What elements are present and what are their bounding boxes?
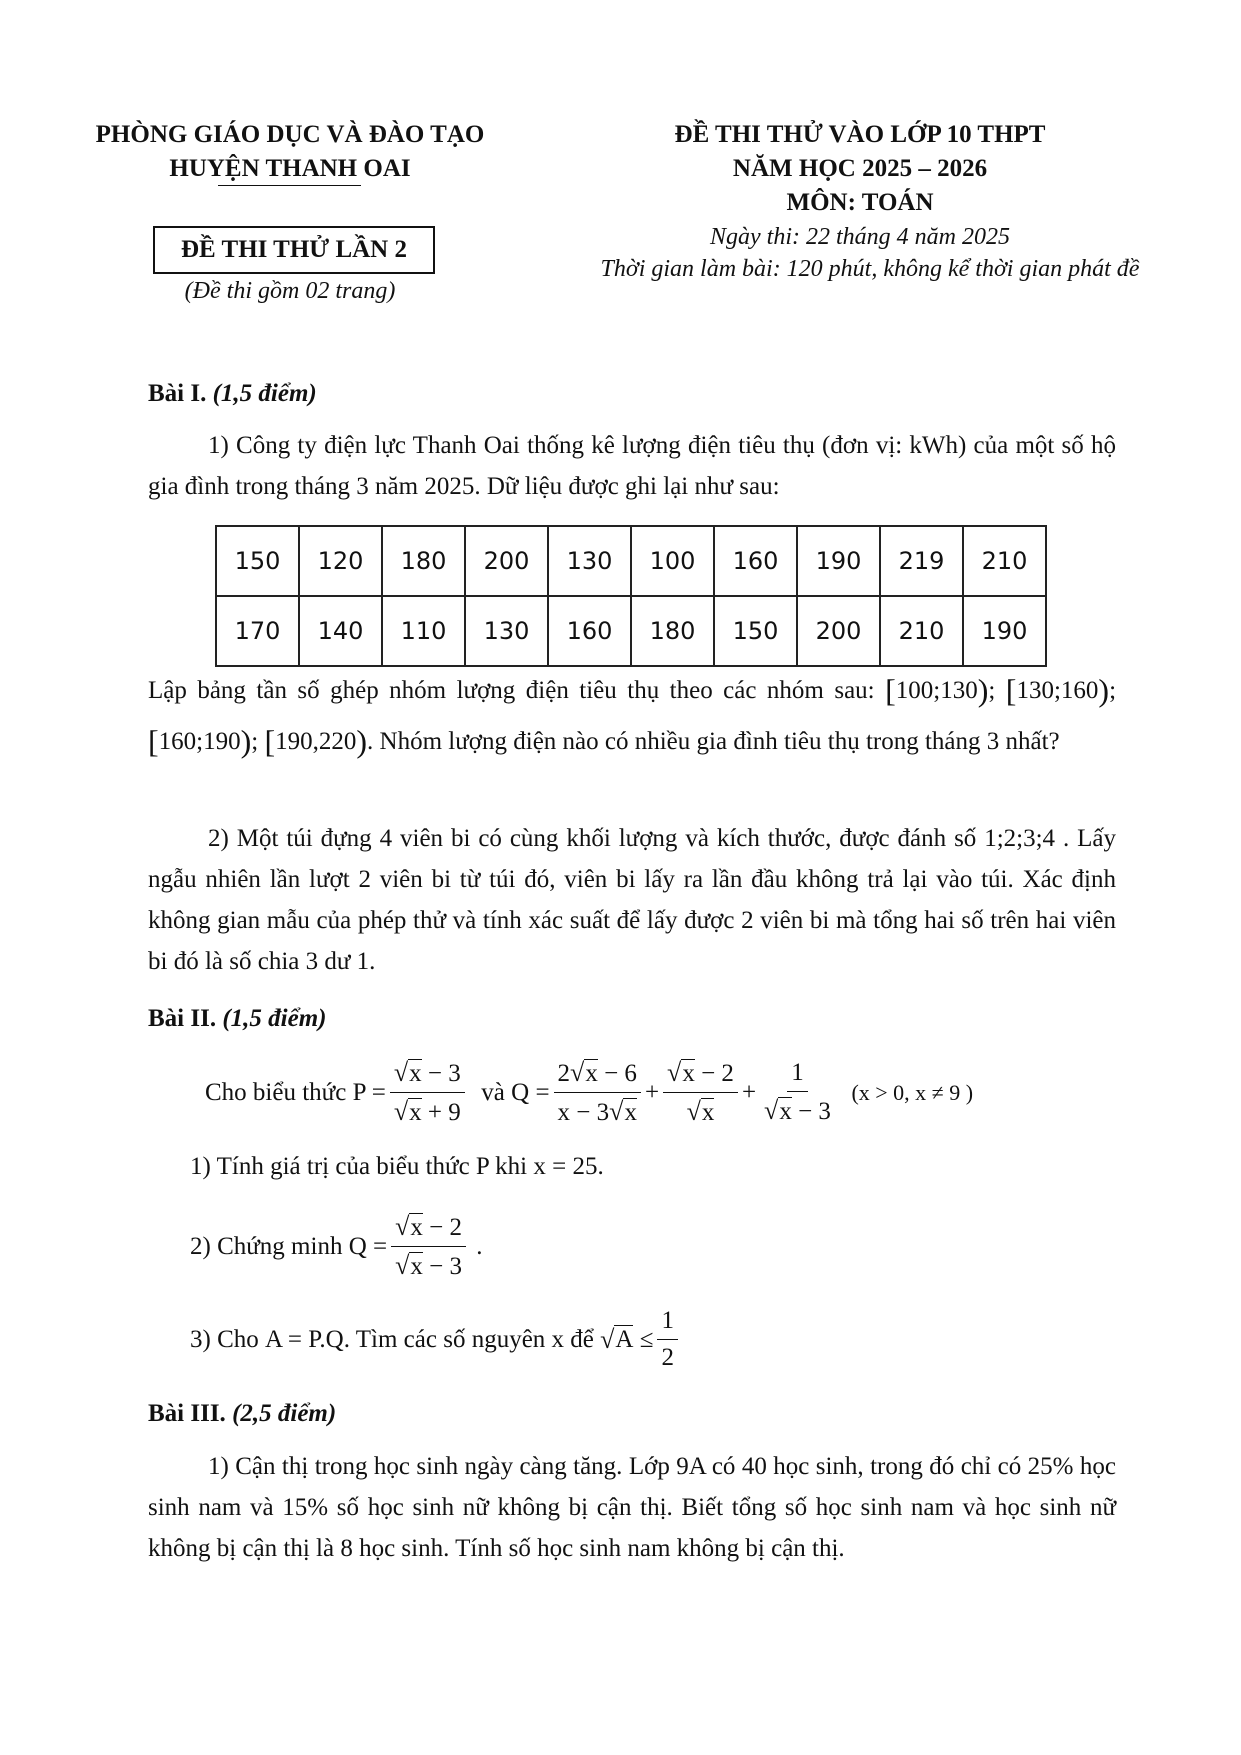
- table-cell: 100: [631, 526, 714, 596]
- interval-4-text: 190,220: [275, 728, 357, 755]
- section-2-question-2: 2) Chứng minh Q = $\frac{√x - 2}{√x - 3}$ .: [190, 1212, 483, 1280]
- department-name: PHÒNG GIÁO DỤC VÀ ĐÀO TẠO: [95, 121, 485, 148]
- section-1-task: Lập bảng tần số ghép nhóm lượng điện tiêu thụ theo các nhóm sau: [100;130); [130;160); [160;190); [190,220). Nhóm lượng điện nào có nhiều gia đình tiêu thụ trong tháng 3 nhất?: [148, 672, 1117, 759]
- q-simplified-fraction: $\frac{√x - 2}{√x - 3}$: [391, 1212, 466, 1281]
- and-word: và: [481, 1078, 505, 1106]
- section-3-points: (2,5 điểm): [232, 1400, 337, 1427]
- task-text-a: Lập bảng tần số ghép nhóm lượng điện tiêu thụ theo các nhóm sau:: [148, 677, 875, 704]
- exam-duration: Thời gian làm bài: 120 phút, không kể thời gian phát đề: [600, 256, 1140, 282]
- subject: MÔN: TOÁN: [786, 189, 934, 216]
- district-name: [70, 152, 510, 186]
- section-1-question-2: 2) Một túi đựng 4 viên bi có cùng khối lượng và kích thước, được đánh số 1;2;3;4 . Lấy ngẫu nhiên lần lượt 2 viên bi từ túi đó, viên bi lấy ra lần đầu không trả lại vào túi. Xác định không gian mẫu của phép thử và tính xác suất để lấy được 2 viên bi mà tổng hai số trên hai viên bi đó là số chia 3 dư 1.: [148, 825, 1116, 975]
- table-cell: 180: [631, 596, 714, 666]
- table-cell: 210: [880, 596, 963, 666]
- table-cell: 200: [465, 526, 548, 596]
- exam-attempt-box: [153, 226, 435, 274]
- table-row: [216, 596, 1046, 666]
- school-year: NĂM HỌC 2025 – 2026: [732, 155, 988, 182]
- exam-name: ĐỀ THI THỬ VÀO LỚP 10 THPT: [674, 121, 1046, 148]
- intro-text: Cho biểu thức: [205, 1078, 347, 1106]
- table-cell: 150: [714, 596, 797, 666]
- interval-2: [130;160): [1005, 672, 1110, 708]
- section-3-question-1: 1) Cận thị trong học sinh ngày càng tăng. Lớp 9A có 40 học sinh, trong đó chỉ có 25% học sinh nam và 15% số học sinh nữ không bị cận thị. Biết tổng số học sinh nam và học sinh nữ không bị cận thị là 8 học sinh. Tính số học sinh nam không bị cận thị.: [148, 1453, 1116, 1562]
- section-1-heading: [148, 380, 317, 408]
- section-2-title: Bài II.: [148, 1005, 217, 1032]
- q-fraction-2: $\frac{√x - 2}{√x}$: [663, 1058, 738, 1127]
- section-3-heading: [148, 1400, 336, 1428]
- pages-note: (Đề thi gồm 02 trang): [184, 278, 396, 304]
- table-cell: 160: [548, 596, 631, 666]
- district-underline: [218, 185, 361, 186]
- table-cell: 120: [299, 526, 382, 596]
- table-cell: 130: [465, 596, 548, 666]
- section-1-question-1: 1) Công ty điện lực Thanh Oai thống kê lượng điện tiêu thụ (đơn vị: kWh) của một số hộ gia đình trong tháng 3 năm 2025. Dữ liệu được ghi lại như sau:: [148, 432, 1116, 500]
- expression-definitions: Cho biểu thức P = $\frac{√x - 3}{√x + 9}$ và Q = $\frac{2√x - 6}{x - 3√x}$ + $\frac{√x - 2}{√x}$ + $\frac{1}{√x - 3}$ (x > 0, x ≠ 9 ): [205, 1058, 974, 1126]
- table-cell: 200: [797, 596, 880, 666]
- exam-date: Ngày thi: 22 tháng 4 năm 2025: [710, 224, 1010, 250]
- table-cell: 180: [382, 526, 465, 596]
- section-3-title: Bài III.: [148, 1400, 226, 1427]
- section-2-question-3: 3) Cho A = P.Q . Tìm các số nguyên x để √ A ≤ $\frac{1}{2}$: [190, 1307, 682, 1372]
- p-fraction: $\frac{√x - 3}{√x + 9}$: [390, 1058, 465, 1127]
- exam-attempt-title: ĐỀ THI THỬ LẦN 2: [181, 236, 407, 263]
- electricity-data-table: [215, 525, 1047, 667]
- table-cell: 130: [548, 526, 631, 596]
- interval-2-text: 130;160: [1016, 677, 1099, 704]
- table-cell: 150: [216, 526, 299, 596]
- section-2-question-1: 1) Tính giá trị của biểu thức P khi x = 25.: [190, 1153, 604, 1180]
- domain-condition: (x > 0, x ≠ 9 ): [851, 1079, 974, 1105]
- q3-mid: . Tìm các số nguyên x để: [343, 1325, 594, 1353]
- section-2-points: (1,5 điểm): [222, 1005, 327, 1032]
- half-fraction: $\frac{1}{2}$: [657, 1307, 678, 1372]
- q3-prefix: 3) Cho: [190, 1325, 259, 1353]
- section-1-title: Bài I.: [148, 380, 207, 407]
- table-cell: 190: [963, 596, 1046, 666]
- district-name-text: HUYỆN THANH OAI: [169, 155, 411, 182]
- table-cell: 170: [216, 596, 299, 666]
- q-fraction-3: $\frac{1}{√x - 3}$: [764, 1059, 831, 1125]
- table-cell: 210: [963, 526, 1046, 596]
- interval-3-text: 160;190: [158, 728, 241, 755]
- interval-4: [190,220): [264, 723, 368, 759]
- table-row: [216, 526, 1046, 596]
- table-cell: 190: [797, 526, 880, 596]
- q-fraction-1: $\frac{2√x - 6}{x - 3√x}$: [554, 1058, 641, 1127]
- interval-1: [100;130): [885, 672, 989, 708]
- table-cell: 110: [382, 596, 465, 666]
- interval-3: [160;190): [148, 723, 252, 759]
- section-2-heading: [148, 1005, 326, 1033]
- q2-prefix: 2) Chứng minh: [190, 1232, 343, 1260]
- table-cell: 160: [714, 526, 797, 596]
- task-text-b: . Nhóm lượng điện nào có nhiều gia đình tiêu thụ trong tháng 3 nhất?: [367, 728, 1060, 755]
- interval-1-text: 100;130: [895, 677, 978, 704]
- table-cell: 140: [299, 596, 382, 666]
- table-cell: 219: [880, 526, 963, 596]
- section-1-points: (1,5 điểm): [212, 380, 317, 407]
